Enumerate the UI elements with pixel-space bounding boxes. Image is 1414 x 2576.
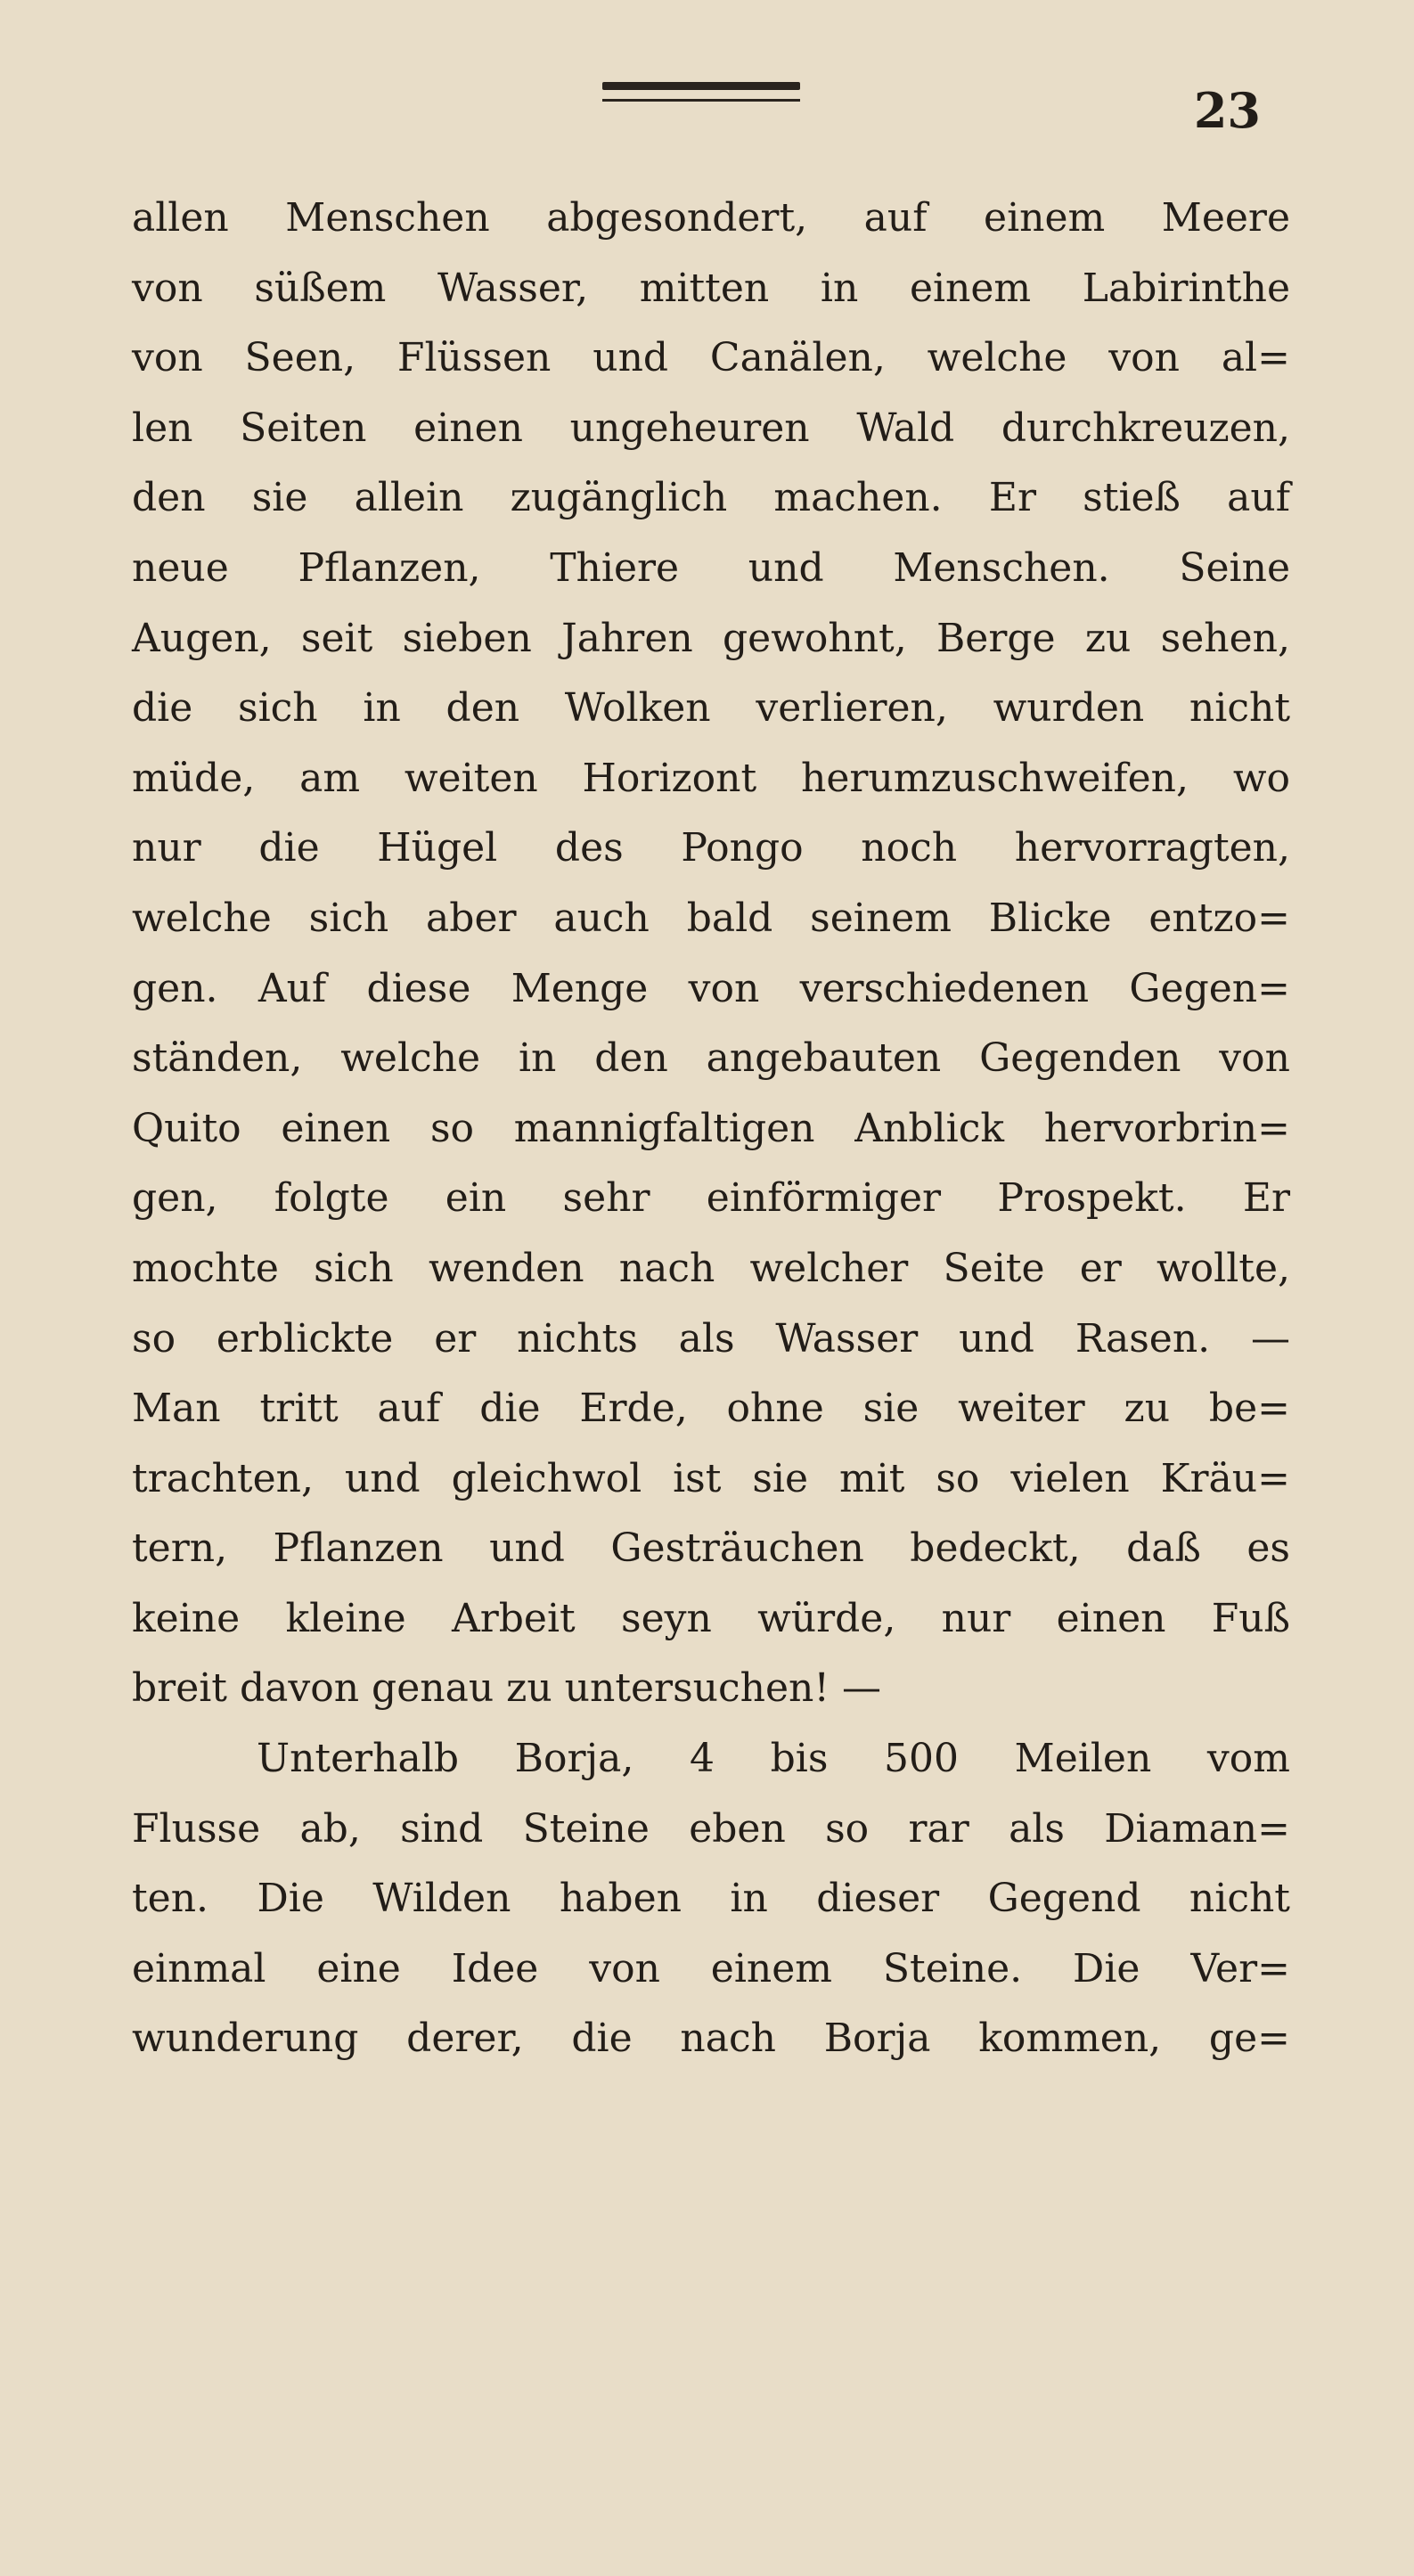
text-line: neue Pflanzen, Thiere und Menschen. Seine <box>132 544 1290 591</box>
text-line: keine kleine Arbeit seyn würde, nur einen Fuß <box>132 1595 1290 1641</box>
text-line: gen, folgte ein sehr einförmiger Prospekt. Er <box>132 1175 1290 1222</box>
text-line: Augen, seit sieben Jahren gewohnt, Berge zu sehen, <box>132 615 1290 661</box>
text-line-indented: Unterhalb Borja, 4 bis 500 Meilen vom <box>257 1736 1290 1782</box>
text-line: ständen, welche in den angebauten Gegenden von <box>132 1035 1290 1082</box>
text-line: Man tritt auf die Erde, ohne sie weiter zu be= <box>132 1386 1290 1432</box>
text-line: mochte sich wenden nach welcher Seite er wollte, <box>132 1245 1290 1291</box>
body-text <box>132 184 1290 2074</box>
text-line: von Seen, Flüssen und Canälen, welche von al= <box>132 335 1290 381</box>
text-line: breit davon genau zu untersuchen! — <box>132 1665 882 1712</box>
text-line: nur die Hügel des Pongo noch hervorragten, <box>132 825 1290 871</box>
text-line: allen Menschen abgesondert, auf einem Meere <box>132 195 1290 241</box>
text-line: gen. Auf diese Menge von verschiedenen Gegen= <box>132 965 1290 1011</box>
text-line: tern, Pflanzen und Gesträuchen bedeckt, daß es <box>132 1525 1290 1572</box>
text-line: so erblickte er nichts als Wasser und Rasen. — <box>132 1315 1290 1362</box>
text-line: den sie allein zugänglich machen. Er stieß auf <box>132 475 1290 521</box>
text-line: wunderung derer, die nach Borja kommen, ge= <box>132 2016 1290 2062</box>
text-line: trachten, und gleichwol ist sie mit so vielen Kräu= <box>132 1455 1290 1501</box>
header-rule-thin <box>602 99 800 102</box>
header-rule <box>602 82 800 102</box>
text-line: von süßem Wasser, mitten in einem Labirinthe <box>132 265 1290 311</box>
text-line: welche sich aber auch bald seinem Blicke entzo= <box>132 895 1290 941</box>
text-line: ten. Die Wilden haben in dieser Gegend nicht <box>132 1876 1290 1922</box>
text-line: Flusse ab, sind Steine eben so rar als Diaman= <box>132 1805 1290 1852</box>
text-line: müde, am weiten Horizont herumzuschweifen, wo <box>132 755 1290 801</box>
header-rule-thick <box>602 82 800 90</box>
text-line: die sich in den Wolken verlieren, wurden nicht <box>132 685 1290 732</box>
text-line: einmal eine Idee von einem Steine. Die Ver= <box>132 1945 1290 1991</box>
text-line: len Seiten einen ungeheuren Wald durchkreuzen, <box>132 405 1290 451</box>
text-line: Quito einen so mannigfaltigen Anblick hervorbrin= <box>132 1105 1290 1151</box>
page-number: 23 <box>1193 82 1261 139</box>
